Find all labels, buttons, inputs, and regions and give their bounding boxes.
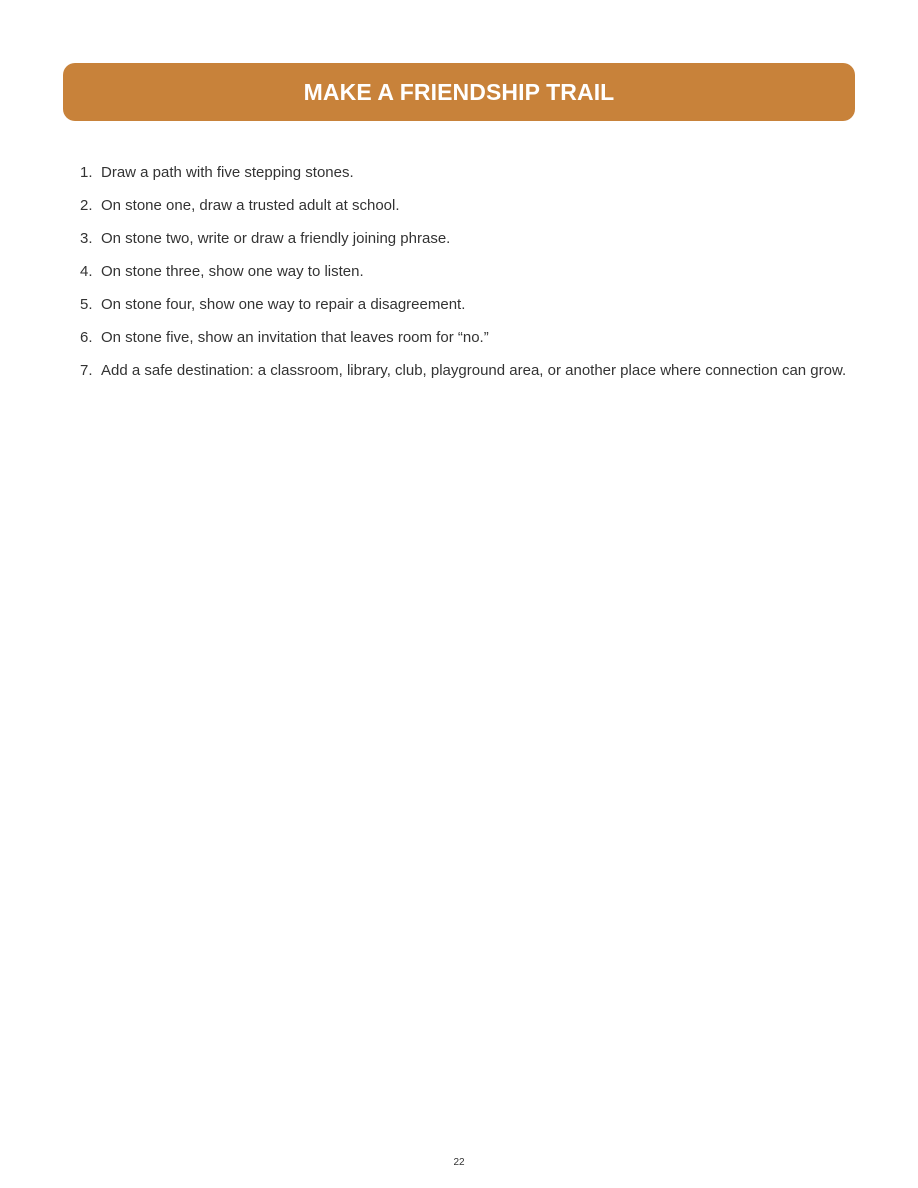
step-text: On stone five, show an invitation that leaves room for “no.”: [101, 329, 489, 346]
list-item: [80, 361, 850, 381]
page-title: MAKE A FRIENDSHIP TRAIL: [303, 78, 615, 105]
step-number: 3.: [80, 230, 93, 247]
step-number: 1.: [80, 164, 93, 181]
list-item: [80, 229, 850, 249]
list-item: [80, 196, 850, 216]
step-text: On stone two, write or draw a friendly joining phrase.: [101, 230, 451, 247]
title-banner: [63, 63, 855, 121]
step-number: 4.: [80, 263, 93, 280]
list-item: [80, 262, 850, 282]
list-item: [80, 163, 850, 183]
page-number: 22: [453, 1157, 465, 1168]
list-item: [80, 295, 850, 315]
step-number: 2.: [80, 197, 93, 214]
step-number: 7.: [80, 362, 93, 379]
step-text: On stone one, draw a trusted adult at school.: [101, 197, 400, 214]
step-text: Add a safe destination: a classroom, library, club, playground area, or another place where connection can grow.: [101, 362, 847, 379]
step-number: 5.: [80, 296, 93, 313]
step-text: Draw a path with five stepping stones.: [101, 164, 354, 181]
step-number: 6.: [80, 329, 93, 346]
step-text: On stone four, show one way to repair a disagreement.: [101, 296, 466, 313]
step-text: On stone three, show one way to listen.: [101, 263, 364, 280]
instruction-list: [80, 163, 850, 394]
list-item: [80, 328, 850, 348]
